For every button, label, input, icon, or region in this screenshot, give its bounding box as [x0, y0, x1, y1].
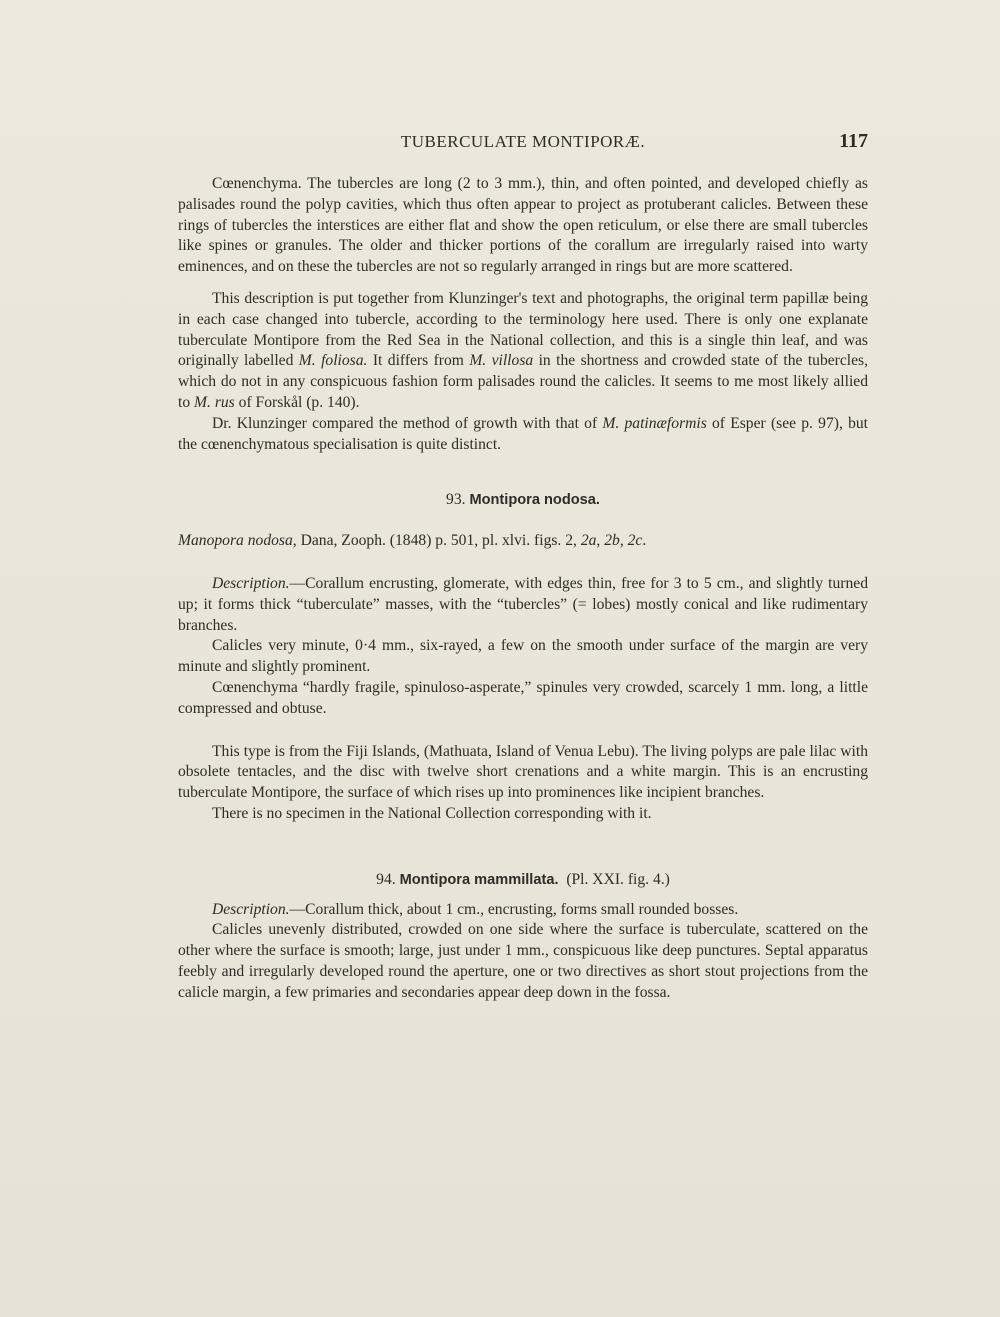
coenenchyma-93: Cœnenchyma “hardly fragile, spinuloso-asperate,” spinules very crowded, scarcely 1 mm. long, a little compressed and obtuse. [178, 678, 868, 717]
description-label: Description. [212, 900, 290, 918]
text-run: Dr. Klunzinger compared the method of growth with that of [212, 414, 603, 432]
text-run: . [642, 532, 647, 550]
description-text: —Corallum encrusting, glomerate, with edges thin, free for 3 to 5 cm., and slightly turned up; it forms thick “tuberculate” masses, with the “tubercles” (= lobes) mostly conical and like rudimentary branches. [178, 574, 868, 634]
running-title: TUBERCULATE MONTIPORÆ. [400, 132, 646, 151]
text-run: This description is put together from Klunzinger's text and photographs, the original term papillæ being in each case changed into tubercle, according to the terminology here used. There is only one explanate tuberculate Montipore from the Red Sea in the National collection, and this is a single thin leaf, and was originally labelled [178, 289, 868, 370]
text-run: of Forskål (p. 140). [234, 393, 360, 411]
species-ref-patinaeformis: M. patinæformis [602, 414, 707, 432]
text-run: , [619, 532, 628, 550]
note-93-type: This type is from the Fiji Islands, (Mathuata, Island of Venua Lebu). The living polyps are pale lilac with obsolete tentacles, and the disc with twelve short crenations and a white margin. This is an encrusting tuberculate Montipore, the surface of which rises up into prominences like incipient branches. [178, 742, 868, 802]
intro-paragraph-growth [178, 414, 868, 456]
calicles-93: Calicles very minute, 0·4 mm., six-rayed, a few on the smooth under surface of the margin are very minute and slightly prominent. [178, 637, 868, 676]
description-label: Description. [212, 574, 290, 592]
section-number: 94. [376, 870, 396, 888]
synonymy-93 [178, 531, 868, 552]
species-name: Montipora mammillata. [399, 871, 559, 888]
text-run: It differs from [367, 352, 470, 370]
figure-ref: 2c [627, 532, 643, 550]
species-name: Montipora nodosa. [469, 492, 600, 509]
figure-ref: 2a [580, 532, 597, 550]
species-ref-villosa: M. villosa [469, 352, 534, 370]
section-heading-94 [178, 870, 868, 891]
description-text: —Corallum thick, about 1 cm., encrusting, forms small rounded bosses. [289, 900, 739, 918]
page-header [178, 130, 868, 156]
text-run: , [596, 532, 605, 550]
calicles-94: Calicles unevenly distributed, crowded on one side where the surface is tuberculate, scattered on the other where the surface is smooth; large, just under 1 mm., conspicuous like deep punctures. Septal apparatus feebly and irregularly developed round the aperture, one or two directives as short stout projections from the calicle margin, a few primaries and secondaries appear deep down in the fossa. [178, 921, 868, 1001]
synonym-name: Manopora nodosa, [178, 532, 297, 550]
text-run: Dana, Zooph. (1848) p. 501, pl. xlvi. figs. 2, [296, 532, 581, 550]
plate-ref: (Pl. XXI. fig. 4.) [566, 870, 670, 888]
section-number: 93. [446, 491, 466, 509]
species-ref-rus: M. rus [194, 393, 235, 411]
note-93-specimen: There is no specimen in the National Collection corresponding with it. [212, 804, 652, 822]
intro-paragraph-klunzinger [178, 289, 868, 414]
section-heading-93 [178, 490, 868, 511]
text-run: of Esper (see p. 97), but the cœnenchymatous specialisation is quite distinct. [178, 414, 868, 453]
figure-ref: 2b [604, 532, 620, 550]
page-number: 117 [839, 130, 868, 152]
description-94 [178, 900, 868, 921]
page-body [178, 174, 868, 1004]
species-ref-foliosa: M. foliosa. [298, 352, 368, 370]
text-run: in the shortness and crowded state of the tubercles, which do not in any conspicuous fashion form palisades round the calicles. It seems to me most likely allied to [178, 352, 868, 411]
intro-paragraph-coenenchyma: Cœnenchyma. The tubercles are long (2 to 3 mm.), thin, and often pointed, and developed chiefly as palisades round the polyp cavities, which thus often appear to project as protuberant calicles. Between these rings of tubercles the interstices are either flat and show the open reticulum, or else there are small tubercles like spines or granules. The older and thicker portions of the corallum are irregularly raised into warty eminences, and on these the tubercles are not so regularly arranged in rings but are more scattered. [178, 175, 868, 276]
description-93 [178, 574, 868, 636]
